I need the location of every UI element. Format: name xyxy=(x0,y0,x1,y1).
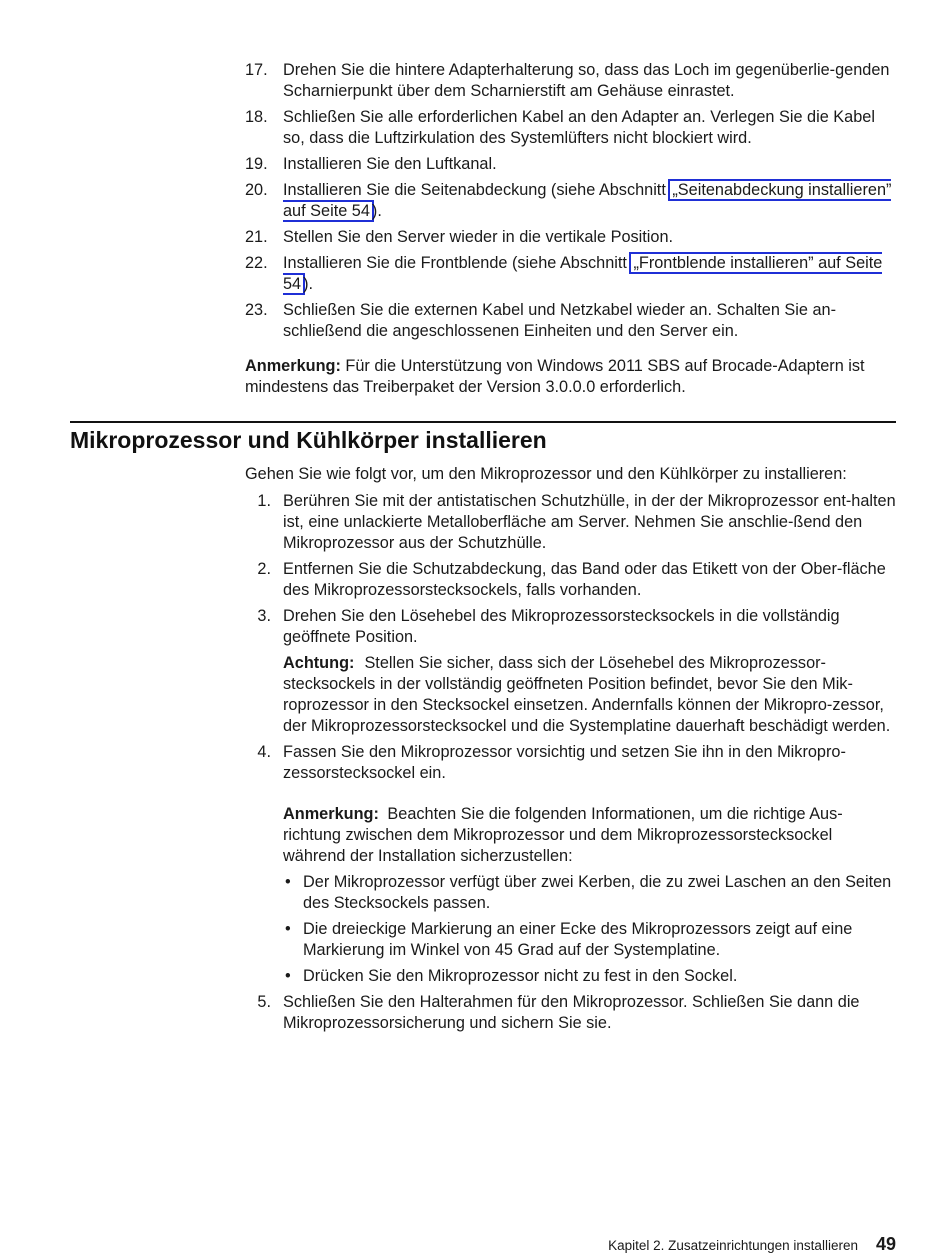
step-number: 20. xyxy=(245,181,268,199)
step-text: Drehen Sie den Lösehebel des Mikroprozessorstecksockels in die vollständig geöffnete Position. xyxy=(283,607,840,646)
page-footer xyxy=(608,1234,896,1256)
step-number: 3. xyxy=(257,607,271,625)
step-number: 4. xyxy=(257,743,271,761)
step-1 xyxy=(245,491,897,554)
step-text: Berühren Sie mit der antistatischen Schutzhülle, in der der Mikroprozessor ent-halten ist, eine unlackierte Metalloberfläche am Server. Nehmen Sie anschlie-ßend den Mikroprozessor aus der Schutzhülle. xyxy=(283,492,896,552)
caution-label: Achtung: xyxy=(283,654,355,672)
step-text: Installieren Sie die Seitenabdeckung (siehe Abschnitt xyxy=(283,181,671,199)
bullet-icon: • xyxy=(285,873,291,891)
step-text: Schließen Sie die externen Kabel und Netzkabel wieder an. Schalten Sie an-schließend die angeschlossenen Einheiten und den Server ein. xyxy=(283,301,836,340)
bullet-list xyxy=(283,872,897,987)
page-number: 49 xyxy=(875,1234,896,1254)
step-3 xyxy=(245,606,897,737)
step-number: 23. xyxy=(245,301,268,319)
note-label: Anmerkung: xyxy=(245,357,341,375)
section-divider xyxy=(70,421,896,423)
step-number: 18. xyxy=(245,108,268,126)
step-text: Fassen Sie den Mikroprozessor vorsichtig und setzen Sie ihn in den Mikropro-zessorstecksockel ein. xyxy=(283,743,846,782)
step-text-end: ). xyxy=(303,275,314,293)
note-label: Anmerkung: xyxy=(283,805,379,823)
bullet-icon: • xyxy=(285,967,291,985)
cross-reference-link[interactable]: „Seitenabdeckung installieren” auf Seite 54 xyxy=(283,181,892,220)
bullet-item xyxy=(283,919,897,961)
step-number: 17. xyxy=(245,61,268,79)
step-number: 2. xyxy=(257,560,271,578)
step-18 xyxy=(245,107,897,149)
step-17 xyxy=(245,60,897,102)
step-number: 22. xyxy=(245,254,268,272)
step-text: Installieren Sie den Luftkanal. xyxy=(283,155,497,173)
top-content xyxy=(245,60,897,398)
top-step-list xyxy=(245,60,897,342)
step-2 xyxy=(245,559,897,601)
step-text: Schließen Sie den Halterahmen für den Mikroprozessor. Schließen Sie dann die Mikroprozessorsicherung und sichern Sie sie. xyxy=(283,993,860,1032)
bullet-item xyxy=(283,966,897,987)
bullet-text: Die dreieckige Markierung an einer Ecke des Mikroprozessors zeigt auf eine Markierung im Winkel von 45 Grad auf der Systemplatine. xyxy=(303,920,853,959)
step-text: Stellen Sie den Server wieder in die vertikale Position. xyxy=(283,228,674,246)
step-text-end: ). xyxy=(371,202,382,220)
step-text: Schließen Sie alle erforderlichen Kabel an den Adapter an. Verlegen Sie die Kabel so, dass die Luftzirkulation des Systemlüfters nicht blockiert wird. xyxy=(283,108,875,147)
section-step-list xyxy=(245,491,897,1034)
bullet-item xyxy=(283,872,897,914)
step-22 xyxy=(245,253,897,295)
step-4 xyxy=(245,742,897,987)
section-intro: Gehen Sie wie folgt vor, um den Mikroprozessor und den Kühlkörper zu installieren: xyxy=(245,465,847,483)
step-number: 5. xyxy=(257,993,271,1011)
step-text: Drehen Sie die hintere Adapterhalterung so, dass das Loch im gegenüberlie-genden Scharnierpunkt über dem Scharnierstift am Gehäuse einrastet. xyxy=(283,61,890,100)
cross-reference-link[interactable]: „Frontblende installieren” auf Seite 54 xyxy=(283,254,883,293)
footer-chapter: Kapitel 2. Zusatzeinrichtungen installieren xyxy=(608,1238,858,1253)
note-text: Für die Unterstützung von Windows 2011 SBS auf Brocade-Adaptern ist mindestens das Treiberpaket der Version 3.0.0.0 erforderlich. xyxy=(245,357,865,396)
section-content xyxy=(245,464,897,1039)
step-number: 21. xyxy=(245,228,268,246)
step-5 xyxy=(245,992,897,1034)
bullet-icon: • xyxy=(285,920,291,938)
bullet-text: Der Mikroprozessor verfügt über zwei Kerben, die zu zwei Laschen an den Seiten des Stecksockels passen. xyxy=(303,873,892,912)
caution-text: Stellen Sie sicher, dass sich der Lösehebel des Mikroprozessor-stecksockels in der vollständig geöffneten Position befindet, bevor Sie den Mik-roprozessor in den Stecksockel einsetzen. Andernfalls können der Mikropro-zessor, der Mikroprozessorstecksockel und die Systemplatine dauerhaft beschädigt werden. xyxy=(283,654,891,735)
step-21 xyxy=(245,227,897,248)
bullet-text: Drücken Sie den Mikroprozessor nicht zu fest in den Sockel. xyxy=(303,967,738,985)
note-text: Beachten Sie die folgenden Informationen, um die richtige Aus-richtung zwischen dem Mikroprozessor und dem Mikroprozessorstecksockel während der Installation sicherzustellen: xyxy=(283,805,843,865)
orientation-note xyxy=(283,804,897,867)
step-number: 1. xyxy=(257,492,271,510)
step-number: 19. xyxy=(245,155,268,173)
note-block xyxy=(245,356,897,398)
step-23 xyxy=(245,300,897,342)
step-19 xyxy=(245,154,897,175)
step-20 xyxy=(245,180,897,222)
section-heading: Mikroprozessor und Kühlkörper installieren xyxy=(70,427,547,453)
caution-block xyxy=(283,653,897,737)
step-text: Installieren Sie die Frontblende (siehe Abschnitt xyxy=(283,254,632,272)
step-text: Entfernen Sie die Schutzabdeckung, das Band oder das Etikett von der Ober-fläche des Mikroprozessorstecksockels, falls vorhanden. xyxy=(283,560,886,599)
